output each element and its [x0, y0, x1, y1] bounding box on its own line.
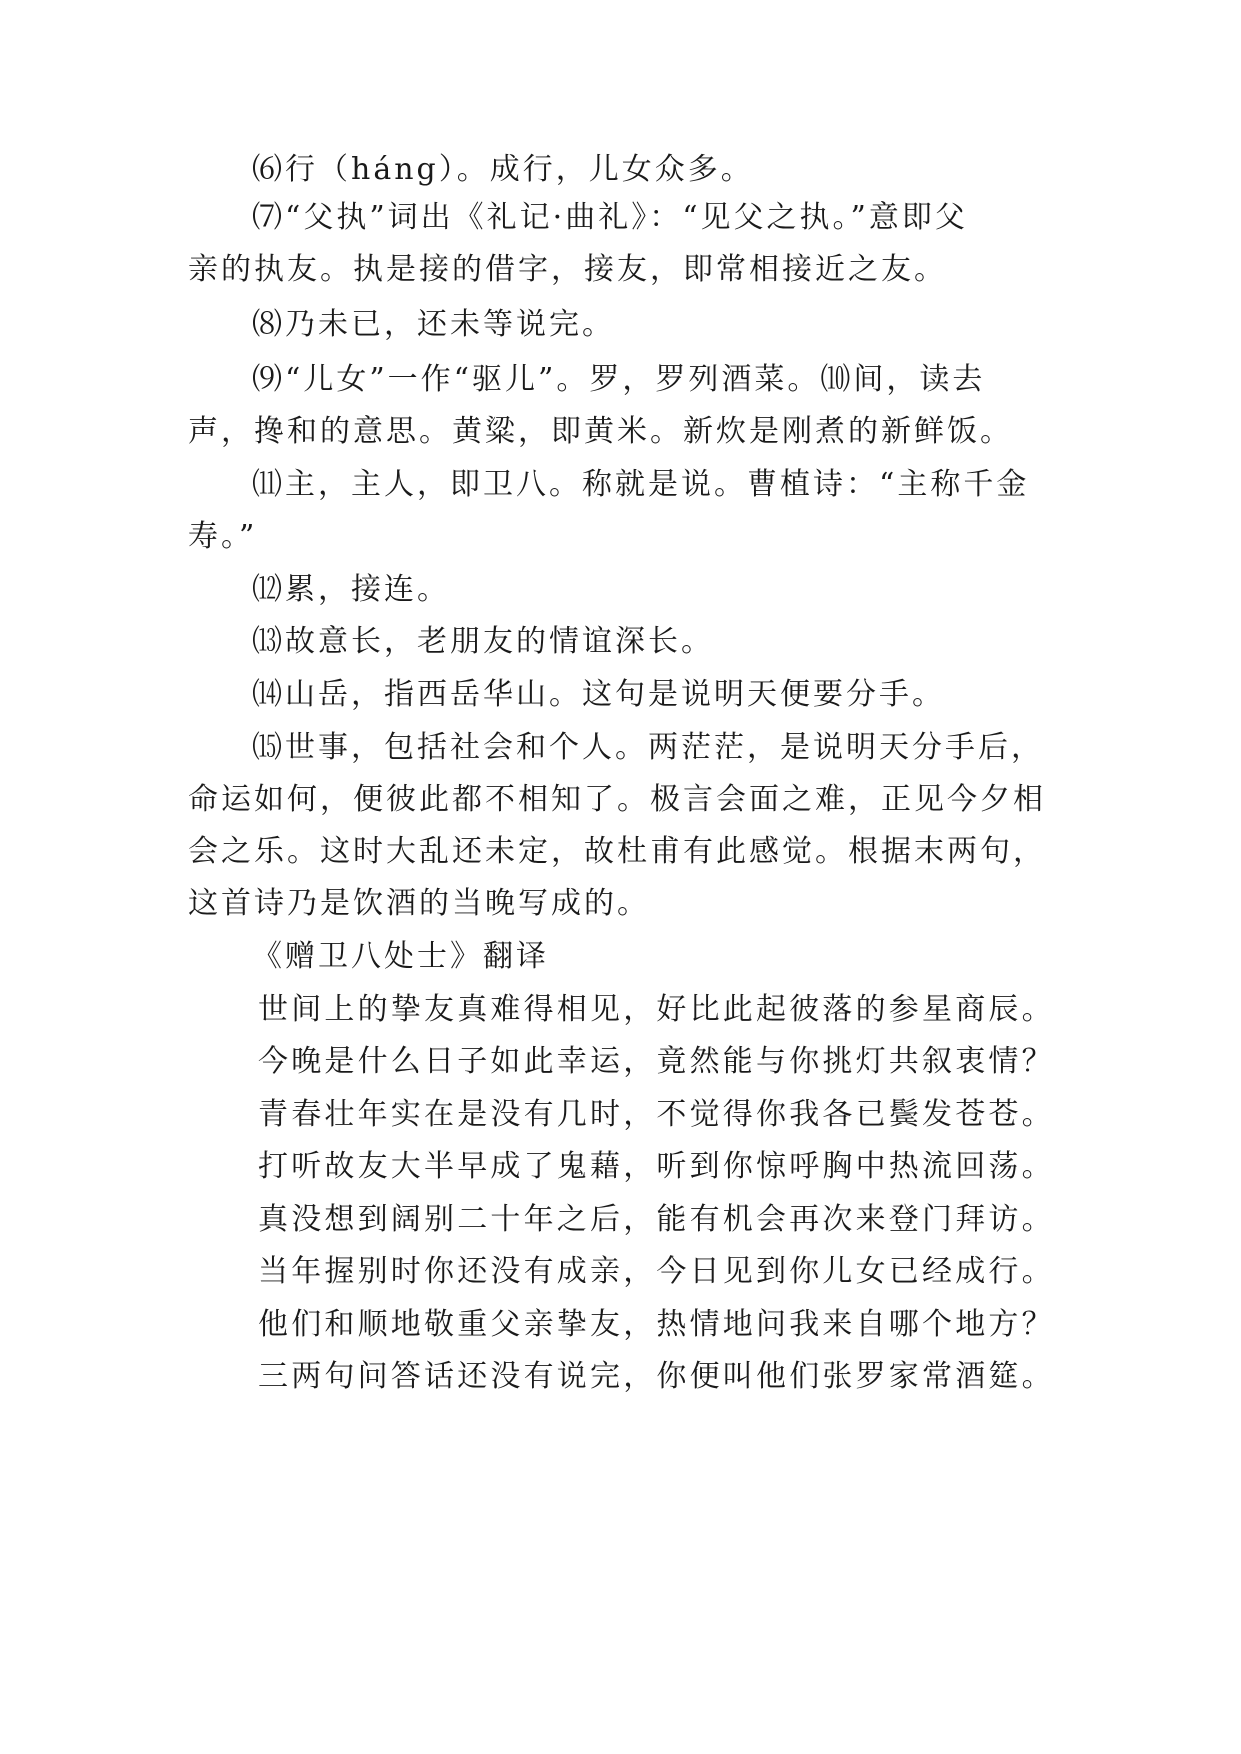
note-14: ⒁山岳，指西岳华山。这句是说明天便要分手。	[252, 677, 945, 712]
note-12: ⑿累，接连。	[252, 572, 450, 607]
translation-line-7: 他们和顺地敬重父亲挚友，热情地问我来自哪个地方？	[258, 1307, 1055, 1342]
note-9-line-2: 声，搀和的意思。黄粱，即黄米。新炊是刚煮的新鲜饭。	[188, 414, 1013, 449]
translation-line-1: 世间上的挚友真难得相见，好比此起彼落的参星商辰。	[258, 992, 1055, 1027]
translation-line-3: 青春壮年实在是没有几时，不觉得你我各已鬓发苍苍。	[258, 1097, 1055, 1132]
note-15-line-1: ⒂世事，包括社会和个人。两茫茫，是说明天分手后，	[252, 730, 1044, 765]
note-7-line-1: ⑺“父执”词出《礼记·曲礼》：“见父之执。”意即父	[252, 200, 968, 235]
note-13: ⒀故意长，老朋友的情谊深长。	[252, 624, 714, 659]
translation-line-5: 真没想到阔别二十年之后，能有机会再次来登门拜访。	[258, 1202, 1055, 1237]
note-15-line-3: 会之乐。这时大乱还未定，故杜甫有此感觉。根据末两句，	[188, 834, 1046, 869]
translation-heading: 《赠卫八处士》翻译	[252, 939, 549, 974]
note-7-line-2: 亲的执友。执是接的借字，接友，即常相接近之友。	[188, 252, 947, 287]
note-6: ⑹行（háng）。成行，儿女众多。	[252, 152, 754, 187]
translation-line-8: 三两句问答话还没有说完，你便叫他们张罗家常酒筵。	[258, 1359, 1055, 1394]
translation-line-2: 今晚是什么日子如此幸运，竟然能与你挑灯共叙衷情？	[258, 1044, 1055, 1079]
note-11-line-2: 寿。”	[188, 519, 258, 554]
translation-line-6: 当年握别时你还没有成亲，今日见到你儿女已经成行。	[258, 1254, 1055, 1289]
note-8: ⑻乃未已，还未等说完。	[252, 307, 615, 342]
note-15-line-4: 这首诗乃是饮酒的当晚写成的。	[188, 886, 650, 921]
translation-line-4: 打听故友大半早成了鬼藉，听到你惊呼胸中热流回荡。	[258, 1149, 1055, 1184]
note-9-line-1: ⑼“儿女”一作“驱儿”。罗，罗列酒菜。⑽间，读去	[252, 362, 986, 397]
note-15-line-2: 命运如何，便彼此都不相知了。极言会面之难，正见今夕相	[188, 782, 1046, 817]
note-11-line-1: ⑾主，主人，即卫八。称就是说。曹植诗：“主称千金	[252, 467, 1030, 502]
